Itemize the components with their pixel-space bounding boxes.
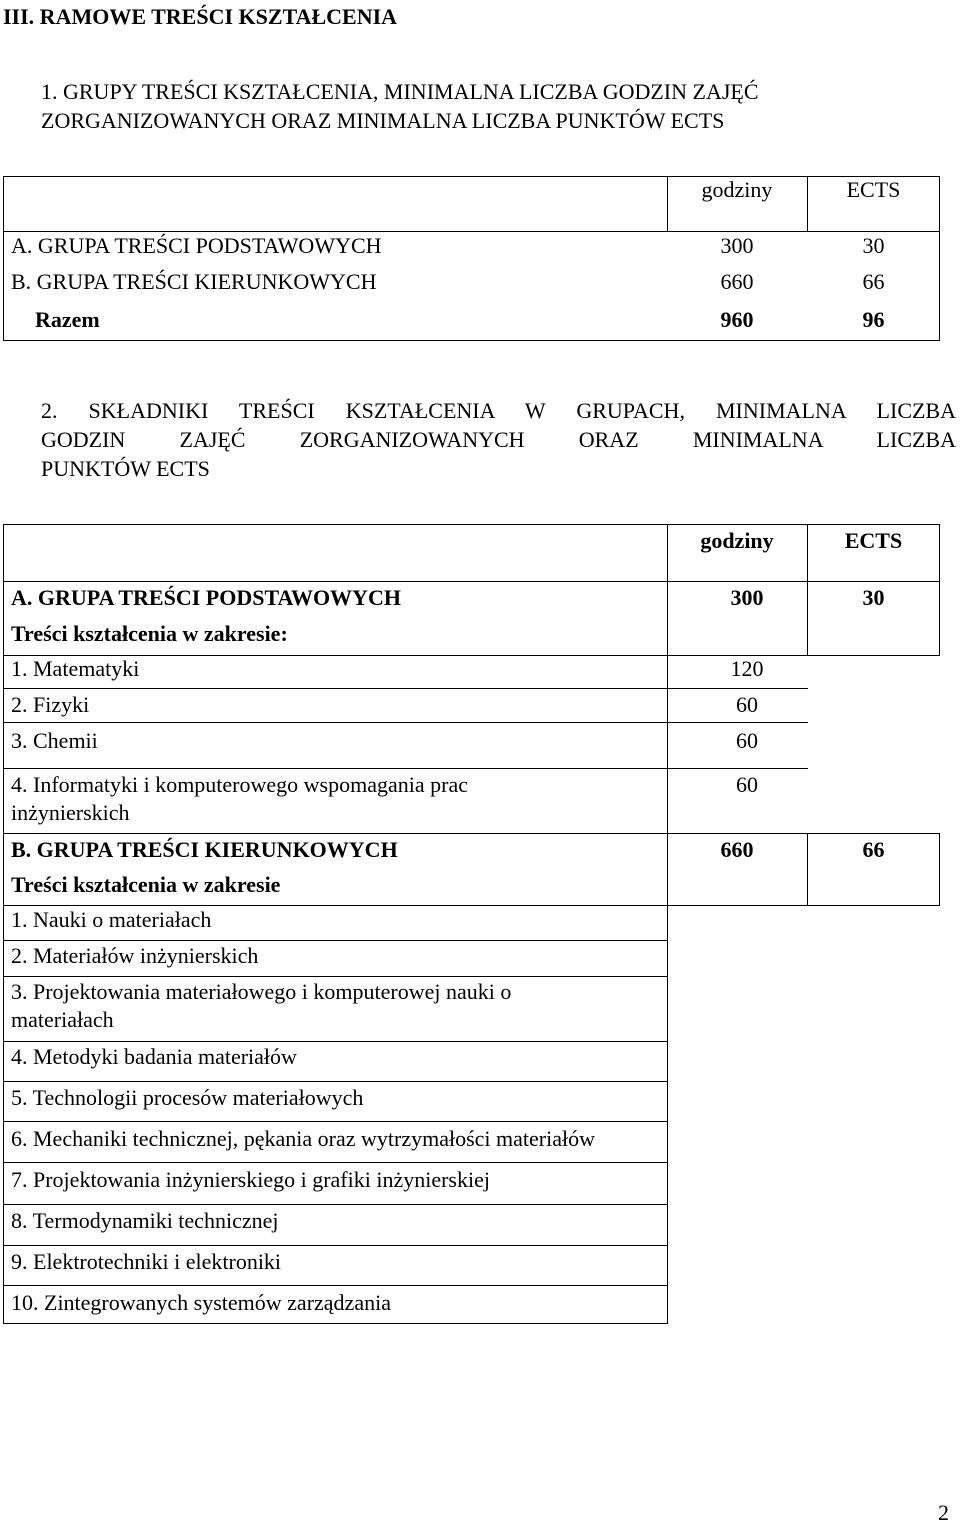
group-a-item-hours: 60	[736, 692, 758, 717]
list-item: 10. Zintegrowanych systemów zarządzania	[11, 1290, 391, 1315]
page-number: 2	[938, 1500, 949, 1525]
list-item: 9. Elektrotechniki i elektroniki	[11, 1249, 282, 1274]
group-b-ects: 66	[862, 837, 885, 862]
table1-total-ects: 96	[862, 307, 885, 332]
group-a-ects: 30	[862, 585, 885, 610]
group-b-intro: Treści kształcenia w zakresie	[11, 872, 281, 897]
group-a-hours: 300	[730, 585, 764, 610]
list-item: 4. Metodyki badania materiałów	[11, 1044, 297, 1069]
list-item: 7. Projektowania inżynierskiego i grafiki inżynierskiej	[11, 1167, 490, 1192]
table1-row-ects: 66	[862, 269, 885, 294]
section2-title-line3: PUNKTÓW ECTS	[41, 456, 210, 481]
list-item: 8. Termodynamiki technicznej	[11, 1208, 279, 1233]
table1-row-ects: 30	[862, 233, 885, 258]
list-item: 5. Technologii procesów materiałowych	[11, 1085, 364, 1110]
section2-title-line2: GODZIN ZAJĘĆ ZORGANIZOWANYCH ORAZ MINIMALNA LICZBA	[41, 427, 956, 452]
group-b-item-label-line2: materiałach	[11, 1007, 114, 1032]
group-a-item-label-line1: 4. Informatyki i komputerowego wspomagania prac	[11, 772, 468, 797]
table1-total-label: Razem	[35, 307, 100, 332]
table1-row-hours: 300	[720, 233, 754, 258]
group-a-item-hours: 120	[730, 656, 764, 681]
group-a-item-hours: 60	[736, 728, 758, 753]
table1-header-ects: ECTS	[846, 177, 901, 202]
table2-header-ects: ECTS	[844, 528, 903, 553]
table1-total-hours: 960	[720, 307, 754, 332]
table1-header-hours: godziny	[701, 177, 773, 202]
section1-title-line2: ZORGANIZOWANYCH ORAZ MINIMALNA LICZBA PUNKTÓW ECTS	[41, 108, 725, 133]
list-item: 2. Materiałów inżynierskich	[11, 943, 259, 968]
group-a-item-label-line2: inżynierskich	[11, 800, 130, 825]
group-a-intro: Treści kształcenia w zakresie:	[11, 621, 288, 646]
page-heading: III. RAMOWE TREŚCI KSZTAŁCENIA	[3, 4, 398, 29]
list-item: 1. Nauki o materiałach	[11, 907, 212, 932]
section1-title-line1: 1. GRUPY TREŚCI KSZTAŁCENIA, MINIMALNA LICZBA GODZIN ZAJĘĆ	[41, 79, 759, 104]
group-a-item-label: 2. Fizyki	[11, 692, 90, 717]
group-b-label: B. GRUPA TREŚCI KIERUNKOWYCH	[11, 837, 398, 862]
table1-row-label: A. GRUPA TREŚCI PODSTAWOWYCH	[11, 233, 382, 258]
section2-title-line1: 2. SKŁADNIKI TREŚCI KSZTAŁCENIA W GRUPACH, MINIMALNA LICZBA	[41, 398, 956, 423]
group-a-item-hours: 60	[736, 772, 758, 797]
group-a-item-label: 3. Chemii	[11, 728, 98, 753]
table1-row-hours: 660	[720, 269, 754, 294]
table2-header-hours: godziny	[700, 528, 774, 553]
list-item: 6. Mechaniki technicznej, pękania oraz wytrzymałości materiałów	[11, 1126, 595, 1151]
section2-title	[41, 398, 956, 485]
group-b-item-label-line1: 3. Projektowania materiałowego i komputerowej nauki o	[11, 979, 512, 1004]
group-a-label: A. GRUPA TREŚCI PODSTAWOWYCH	[11, 585, 401, 610]
table1-row-label: B. GRUPA TREŚCI KIERUNKOWYCH	[11, 269, 377, 294]
group-a-item-label: 1. Matematyki	[11, 656, 140, 681]
group-b-hours: 660	[720, 837, 754, 862]
